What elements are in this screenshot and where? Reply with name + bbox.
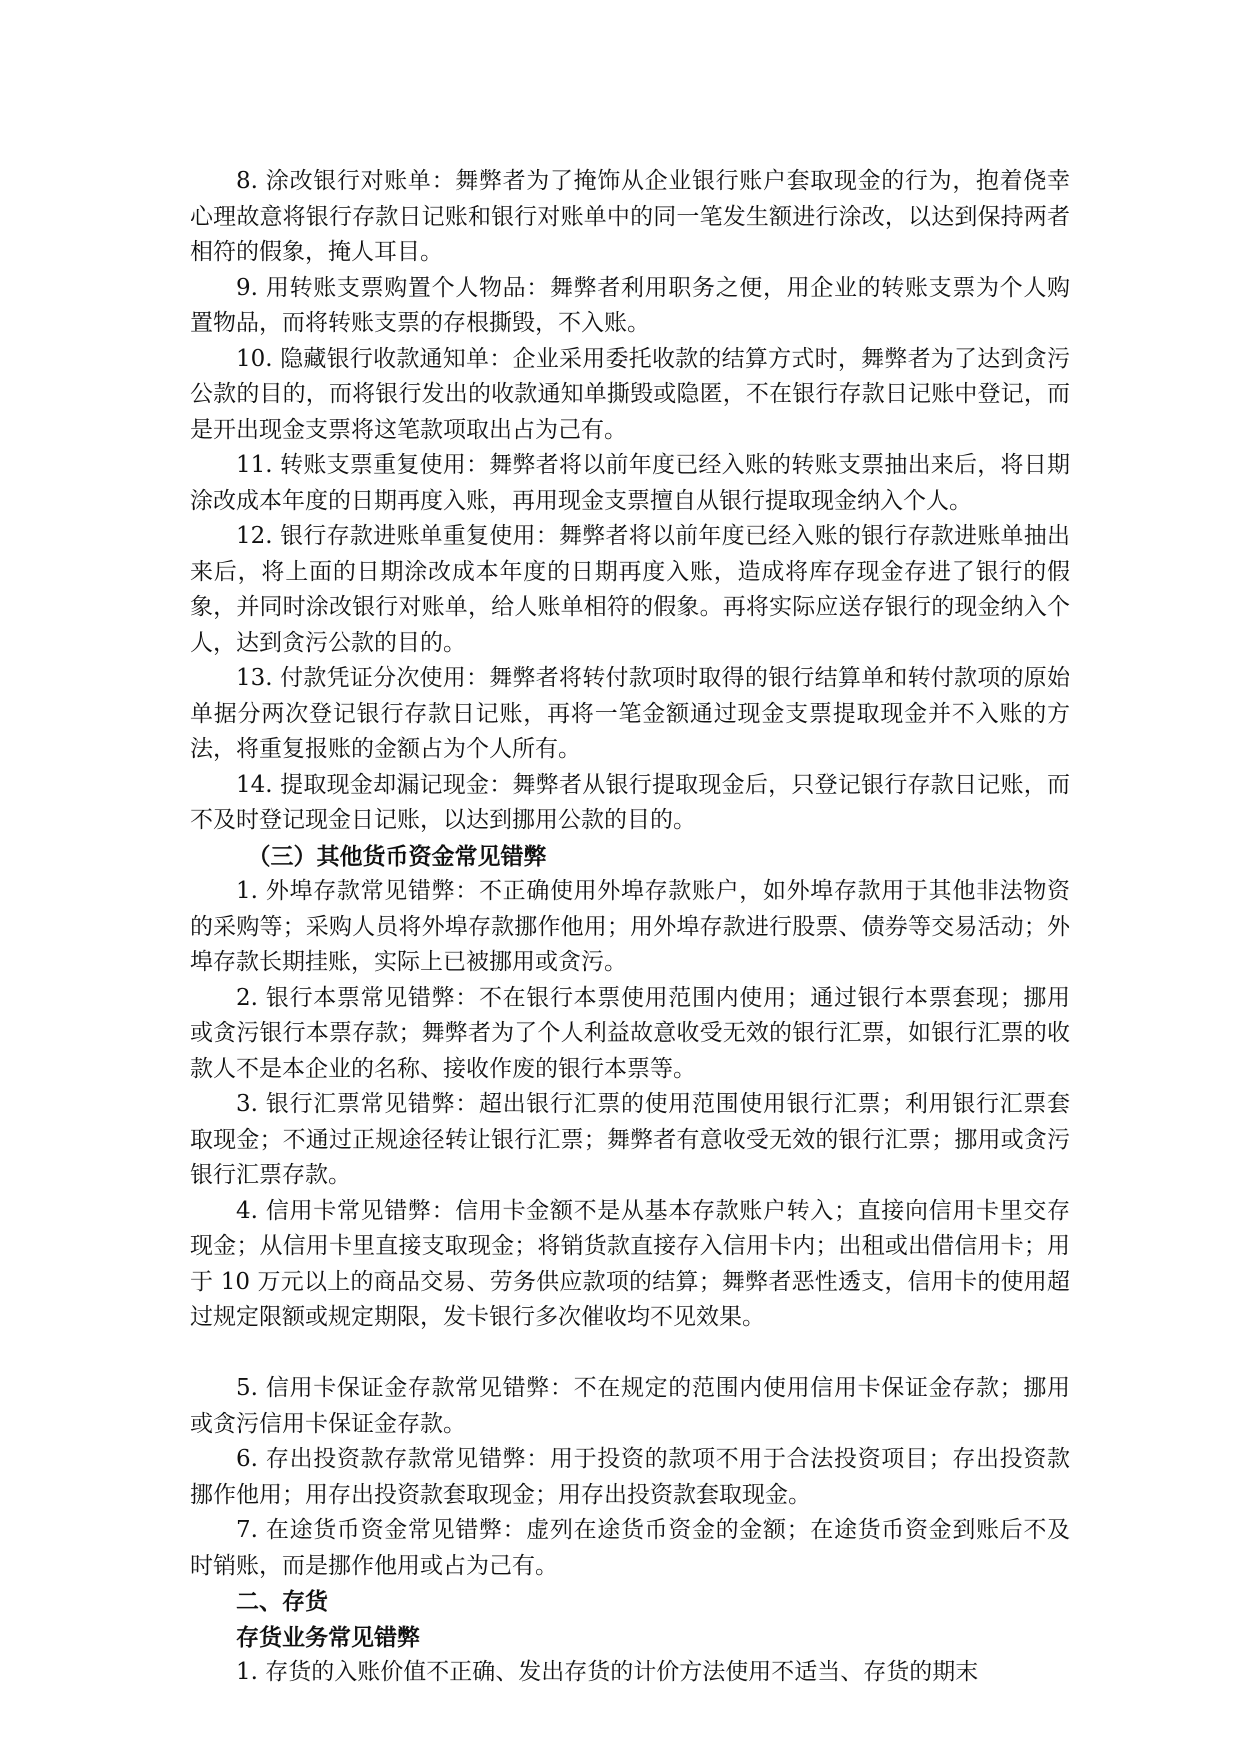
inventory-paragraph-1: 1. 存货的入账价值不正确、发出存货的计价方法使用不适当、存货的期末 — [236, 1659, 979, 1685]
other-paragraph-7: 7. 在途货币资金常见错弊：虚列在途货币资金的金额；在途货币资金到账后不及时销账，而是挪作他用或占为己有。 — [190, 1517, 1070, 1579]
blank-line — [190, 1336, 1070, 1372]
document-page — [190, 164, 1070, 1691]
other-paragraph-6: 6. 存出投资款存款常见错弊：用于投资的款项不用于合法投资项目；存出投资款挪作他用；用存出投资款套取现金；用存出投资款套取现金。 — [190, 1446, 1070, 1508]
subheading-inventory-errors: 存货业务常见错弊 — [236, 1623, 420, 1651]
other-paragraph-4: 4. 信用卡常见错弊：信用卡金额不是从基本存款账户转入；直接向信用卡里交存现金；从信用卡里直接支取现金；将销货款直接存入信用卡内；出租或出借信用卡；用于 10 万元以上的商品交易、劳务供应款项的结算；舞弊者恶性透支，信用卡的使用超过规定限额或规定期限，发卡银行多次催收均不见效果。 — [190, 1197, 1070, 1330]
paragraph-10: 10. 隐藏银行收款通知单：企业采用委托收款的结算方式时，舞弊者为了达到贪污公款的目的，而将银行发出的收款通知单撕毁或隐匿，不在银行存款日记账中登记，而是开出现金支票将这笔款项取出占为己有。 — [190, 345, 1070, 443]
paragraph-14: 14. 提取现金却漏记现金：舞弊者从银行提取现金后，只登记银行存款日记账，而不及时登记现金日记账，以达到挪用公款的目的。 — [190, 771, 1070, 833]
paragraph-8: 8. 涂改银行对账单：舞弊者为了掩饰从企业银行账户套取现金的行为，抱着侥幸心理故意将银行存款日记账和银行对账单中的同一笔发生额进行涂改，以达到保持两者相符的假象，掩人耳目。 — [190, 168, 1070, 265]
paragraph-13: 13. 付款凭证分次使用：舞弊者将转付款项时取得的银行结算单和转付款项的原始单据分两次登记银行存款日记账，再将一笔金额通过现金支票提取现金并不入账的方法，将重复报账的金额占为个人所有。 — [190, 665, 1070, 762]
other-paragraph-5: 5. 信用卡保证金存款常见错弊：不在规定的范围内使用信用卡保证金存款；挪用或贪污信用卡保证金存款。 — [190, 1375, 1070, 1437]
paragraph-11: 11. 转账支票重复使用：舞弊者将以前年度已经入账的转账支票抽出来后，将日期涂改成本年度的日期再度入账，再用现金支票擅自从银行提取现金纳入个人。 — [190, 452, 1070, 514]
section-heading-inventory: 二、存货 — [236, 1588, 328, 1615]
other-paragraph-2: 2. 银行本票常见错弊：不在银行本票使用范围内使用；通过银行本票套现；挪用或贪污银行本票存款；舞弊者为了个人利益故意收受无效的银行汇票，如银行汇票的收款人不是本企业的名称、接收作废的银行本票等。 — [190, 984, 1070, 1082]
section-heading-other-monetary-funds: （三）其他货币资金常见错弊 — [247, 842, 547, 870]
other-paragraph-1: 1. 外埠存款常见错弊：不正确使用外埠存款账户，如外埠存款用于其他非法物资的采购等；采购人员将外埠存款挪作他用；用外埠存款进行股票、债券等交易活动；外埠存款长期挂账，实际上已被挪用或贪污。 — [190, 878, 1070, 975]
paragraph-9: 9. 用转账支票购置个人物品：舞弊者利用职务之便，用企业的转账支票为个人购置物品，而将转账支票的存根撕毁，不入账。 — [190, 274, 1070, 336]
paragraph-12: 12. 银行存款进账单重复使用：舞弊者将以前年度已经入账的银行存款进账单抽出来后，将上面的日期涂改成本年度的日期再度入账，造成将库存现金存进了银行的假象，并同时涂改银行对账单，给人账单相符的假象。再将实际应送存银行的现金纳入个人，达到贪污公款的目的。 — [190, 523, 1070, 656]
other-paragraph-3: 3. 银行汇票常见错弊：超出银行汇票的使用范围使用银行汇票；利用银行汇票套取现金；不通过正规途径转让银行汇票；舞弊者有意收受无效的银行汇票；挪用或贪污银行汇票存款。 — [190, 1091, 1070, 1188]
